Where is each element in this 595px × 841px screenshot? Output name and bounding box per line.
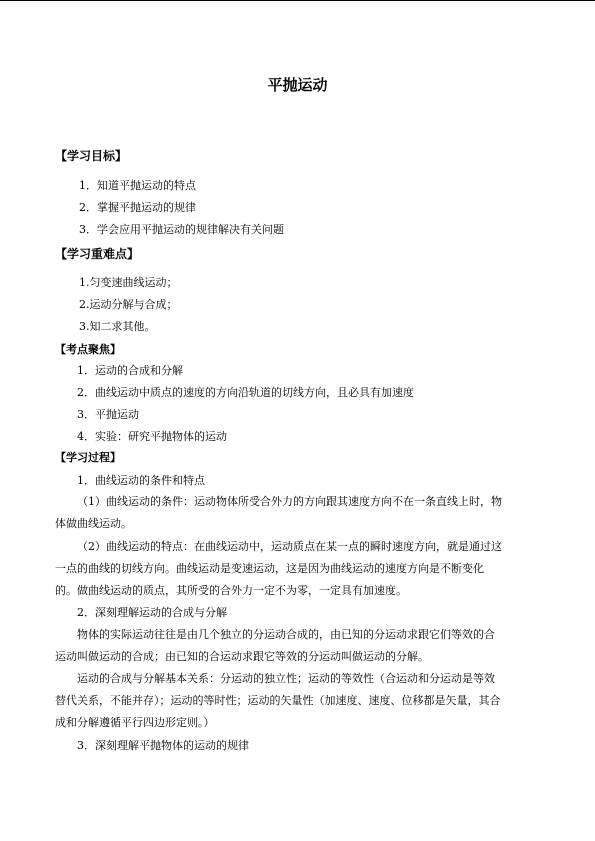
top-border xyxy=(0,0,595,1)
exam-focus-item: 3．平抛运动 xyxy=(77,408,139,421)
key-point-item: 1.匀变速曲线运动； xyxy=(79,276,178,289)
goal-item: 1．知道平抛运动的特点 xyxy=(79,179,196,192)
process-subheading: 3．深刻理解平抛物体的运动的规律 xyxy=(77,739,249,752)
exam-focus-item: 2．曲线运动中质点的速度的方向沿轨道的切线方向，且必具有加速度 xyxy=(77,386,414,399)
key-point-item: 2.运动分解与合成； xyxy=(79,298,178,311)
process-subheading: 1．曲线运动的条件和特点 xyxy=(77,474,205,487)
paragraph-line: 替代关系，不能并存）；运动的等时性；运动的矢量性（加速度、速度、位移都是矢量，其合 xyxy=(55,694,501,707)
goal-item: 3．学会应用平抛运动的规律解决有关问题 xyxy=(79,223,284,236)
paragraph-line: 体做曲线运动。 xyxy=(55,517,132,530)
paragraph-line: （2）曲线运动的特点：在曲线运动中，运动质点在某一点的瞬时速度方向，就是通过这 xyxy=(77,540,502,553)
exam-focus-item: 1．运动的合成和分解 xyxy=(77,364,183,377)
paragraph-line: 运动的合成与分解基本关系：分运动的独立性；运动的等效性（合运动和分运动是等效 xyxy=(77,672,495,685)
paragraph-line: 一点的曲线的切线方向。曲线运动是变速运动，这是因为曲线运动的速度方向是不断变化 xyxy=(55,562,484,575)
paragraph-line: 运动叫做运动的合成；由已知的合运动求跟它等效的分运动叫做运动的分解。 xyxy=(55,650,429,663)
paragraph-line: 成和分解遵循平行四边形定则。） xyxy=(55,716,215,729)
heading-key-points: 【学习重难点】 xyxy=(55,247,140,261)
process-subheading: 2．深刻理解运动的合成与分解 xyxy=(77,606,227,619)
heading-learning-process: 【学习过程】 xyxy=(55,451,121,464)
page-title: 平抛运动 xyxy=(267,76,328,94)
exam-focus-item: 4．实验：研究平抛物体的运动 xyxy=(77,430,227,443)
paragraph-line: 的。做曲线运动的质点，其所受的合外力一定不为零，一定具有加速度。 xyxy=(55,584,407,597)
key-point-item: 3.知二求其他。 xyxy=(79,320,156,333)
heading-exam-focus: 【考点聚焦】 xyxy=(55,343,121,356)
paragraph-line: 物体的实际运动往往是由几个独立的分运动合成的，由已知的分运动求跟它们等效的合 xyxy=(77,628,495,641)
paragraph-line: （1）曲线运动的条件：运动物体所受合外力的方向跟其速度方向不在一条直线上时，物 xyxy=(77,495,502,508)
goal-item: 2．掌握平抛运动的规律 xyxy=(79,201,196,214)
heading-learning-goals: 【学习目标】 xyxy=(55,149,128,163)
